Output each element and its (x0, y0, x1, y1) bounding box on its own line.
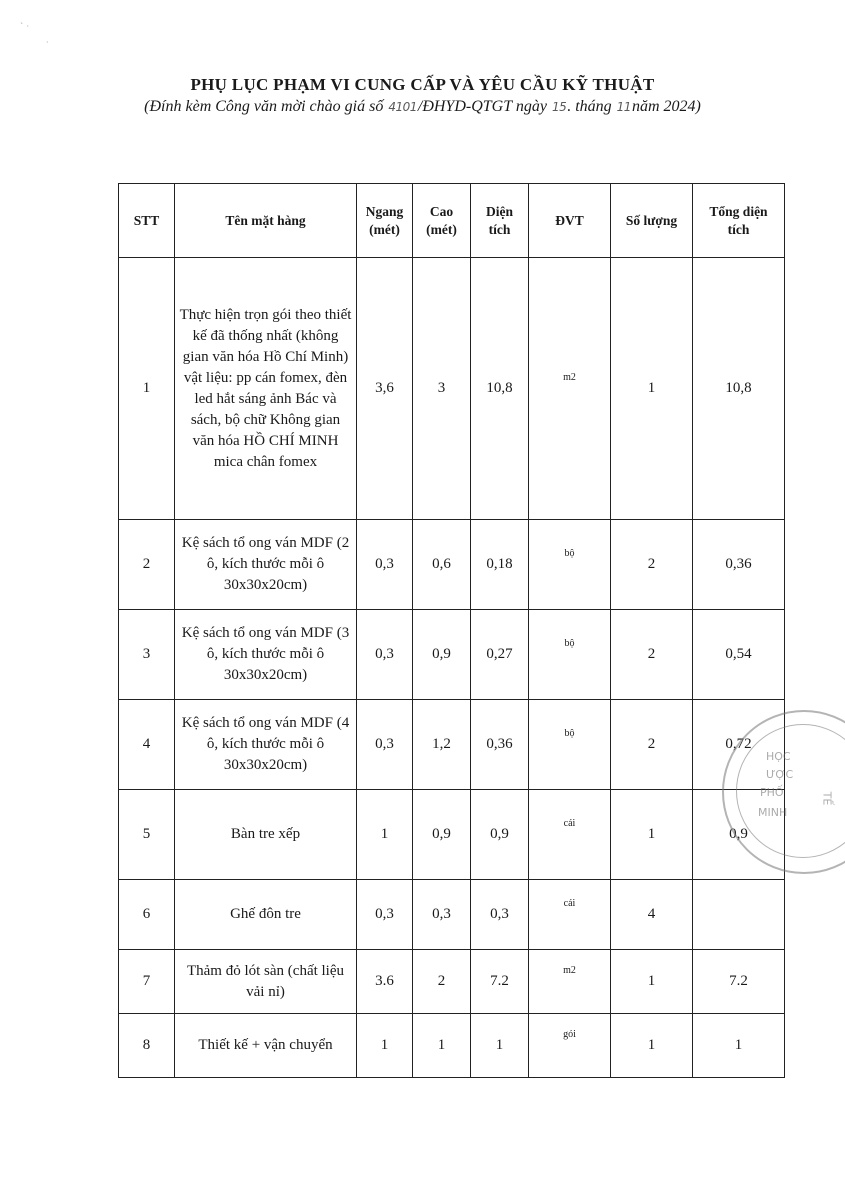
handwritten-day: 15 (551, 100, 567, 114)
column-header: Tên mặt hàng (175, 184, 357, 258)
column-header: Ngang (mét) (357, 184, 413, 258)
cell-quantity: 2 (611, 610, 693, 700)
cell-unit (529, 520, 611, 610)
unit-label: bộ (564, 727, 575, 739)
subtitle-mid-1: /ĐHYD-QTGT ngày (417, 98, 547, 115)
page-subtitle (0, 98, 845, 116)
subtitle-mid-2: . tháng (567, 98, 612, 115)
cell-area: 1 (471, 1014, 529, 1078)
unit-label: gói (563, 1028, 576, 1040)
cell-item-name: Thảm đỏ lót sàn (chất liệu vải nỉ) (175, 950, 357, 1014)
cell-height: 1 (413, 1014, 471, 1078)
cell-unit (529, 610, 611, 700)
seal-text-fragment: PHỐ (760, 786, 784, 799)
cell-height: 0,6 (413, 520, 471, 610)
scan-specks: ` · (20, 22, 30, 31)
unit-label: cái (563, 897, 576, 909)
cell-stt: 3 (119, 610, 175, 700)
cell-width: 0,3 (357, 880, 413, 950)
page-title: PHỤ LỤC PHẠM VI CUNG CẤP VÀ YÊU CẦU KỸ THUẬT (190, 75, 655, 94)
cell-area: 0,9 (471, 790, 529, 880)
column-header: Số lượng (611, 184, 693, 258)
table-row (119, 950, 785, 1014)
unit-label: bộ (564, 547, 575, 559)
cell-height: 1,2 (413, 700, 471, 790)
spec-table (118, 183, 788, 1078)
cell-item-name: Bàn tre xếp (175, 790, 357, 880)
cell-width: 3.6 (357, 950, 413, 1014)
cell-width: 0,3 (357, 610, 413, 700)
table-row (119, 790, 785, 880)
column-header: Tổng diện tích (693, 184, 785, 258)
cell-quantity: 1 (611, 790, 693, 880)
unit-label: bộ (564, 637, 575, 649)
cell-item-name: Ghế đôn tre (175, 880, 357, 950)
cell-item-name: Thiết kế + vận chuyển (175, 1014, 357, 1078)
column-header: STT (119, 184, 175, 258)
cell-stt: 6 (119, 880, 175, 950)
cell-stt: 2 (119, 520, 175, 610)
cell-unit (529, 950, 611, 1014)
cell-height: 0,9 (413, 610, 471, 700)
unit-label: m2 (563, 964, 576, 976)
cell-stt: 4 (119, 700, 175, 790)
cell-quantity: 1 (611, 950, 693, 1014)
column-header: ĐVT (529, 184, 611, 258)
cell-item-name: Kệ sách tổ ong ván MDF (2 ô, kích thước mỗi ô 30x30x20cm) (175, 520, 357, 610)
cell-stt: 5 (119, 790, 175, 880)
cell-area: 0,18 (471, 520, 529, 610)
table-row (119, 1014, 785, 1078)
cell-area: 7.2 (471, 950, 529, 1014)
cell-height: 0,9 (413, 790, 471, 880)
cell-height: 2 (413, 950, 471, 1014)
cell-stt: 8 (119, 1014, 175, 1078)
seal-text-fragment: ƯỢC (766, 768, 794, 781)
seal-text-fragment: HỌC (766, 750, 791, 763)
handwritten-month: 11 (616, 100, 631, 114)
column-header: Diện tích (471, 184, 529, 258)
cell-total-area: 0,9 (693, 790, 785, 880)
subtitle-suffix: năm 2024) (631, 98, 701, 115)
table-header-row (119, 184, 785, 258)
seal-text-fragment: TẾ (820, 791, 834, 806)
cell-height: 0,3 (413, 880, 471, 950)
cell-total-area (693, 880, 785, 950)
cell-item-name: Kệ sách tổ ong ván MDF (3 ô, kích thước mỗi ô 30x30x20cm) (175, 610, 357, 700)
cell-quantity: 1 (611, 1014, 693, 1078)
cell-quantity: 4 (611, 880, 693, 950)
cell-total-area: 1 (693, 1014, 785, 1078)
table-row (119, 258, 785, 520)
column-header: Cao (mét) (413, 184, 471, 258)
cell-total-area: 0,36 (693, 520, 785, 610)
cell-unit (529, 258, 611, 520)
cell-quantity: 2 (611, 700, 693, 790)
cell-width: 1 (357, 1014, 413, 1078)
cell-unit (529, 1014, 611, 1078)
table-row (119, 520, 785, 610)
seal-text-fragment: MINH (758, 806, 788, 819)
cell-quantity: 1 (611, 258, 693, 520)
cell-total-area: 10,8 (693, 258, 785, 520)
cell-unit (529, 880, 611, 950)
cell-width: 1 (357, 790, 413, 880)
handwritten-doc-number: 4101 (388, 100, 417, 114)
cell-area: 0,36 (471, 700, 529, 790)
cell-item-name: Thực hiện trọn gói theo thiết kế đã thống nhất (không gian văn hóa Hồ Chí Minh) vật liệu: pp cán fomex, đèn led hắt sáng ảnh Bác và sách, bộ chữ Không gian văn hóa HỒ CHÍ MINH mica chân fomex (175, 258, 357, 520)
table-row (119, 880, 785, 950)
cell-width: 3,6 (357, 258, 413, 520)
cell-quantity: 2 (611, 520, 693, 610)
unit-label: cái (563, 817, 576, 829)
unit-label: m2 (563, 371, 576, 383)
cell-unit (529, 790, 611, 880)
cell-area: 10,8 (471, 258, 529, 520)
cell-area: 0,3 (471, 880, 529, 950)
cell-stt: 1 (119, 258, 175, 520)
cell-area: 0,27 (471, 610, 529, 700)
cell-stt: 7 (119, 950, 175, 1014)
table-row (119, 700, 785, 790)
cell-total-area: 7.2 (693, 950, 785, 1014)
table-row (119, 610, 785, 700)
subtitle-prefix: (Đính kèm Công văn mời chào giá số (144, 98, 384, 115)
cell-total-area: 0,72 (693, 700, 785, 790)
cell-item-name: Kệ sách tổ ong ván MDF (4 ô, kích thước mỗi ô 30x30x20cm) (175, 700, 357, 790)
cell-height: 3 (413, 258, 471, 520)
cell-unit (529, 700, 611, 790)
scan-specks: · (46, 38, 49, 47)
cell-width: 0,3 (357, 700, 413, 790)
cell-total-area: 0,54 (693, 610, 785, 700)
cell-width: 0,3 (357, 520, 413, 610)
